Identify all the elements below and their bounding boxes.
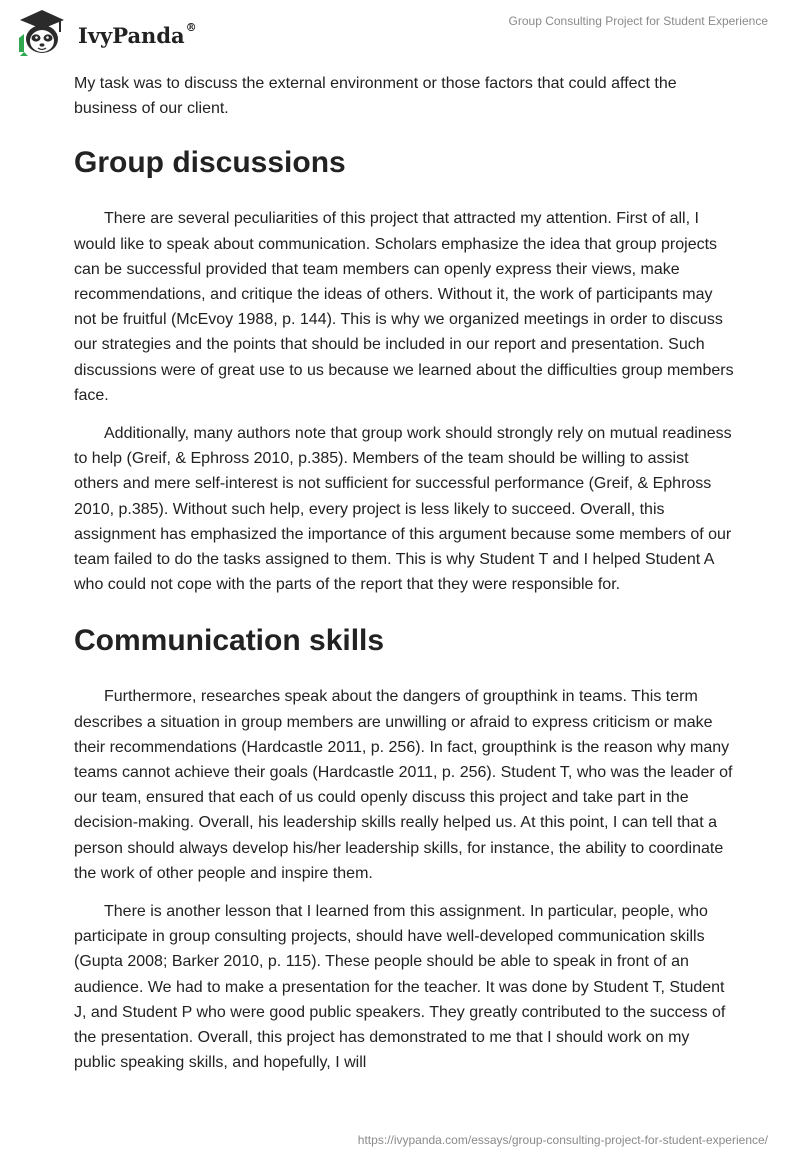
- source-url[interactable]: https://ivypanda.com/essays/group-consulting-project-for-student-experience/: [357, 1133, 768, 1147]
- paragraph: There are several peculiarities of this project that attracted my attention. First of all, I would like to speak about communication. Scholars emphasize the idea that group projects can be successful provided that team members can openly express their views, make recommendations, and critique the ideas of others. Without it, the work of participants may not be fruitful (McEvoy 1988, p. 144). This is why we organized meetings in order to discuss our strategies and the points that should be included in our report and presentation. Such discussions were of great use to us because we learned about the difficulties group members face.: [74, 210, 734, 404]
- panda-graduation-cap-icon: [16, 8, 68, 56]
- paragraph: There is another lesson that I learned from this assignment. In particular, people, who participate in group consulting projects, should have well-developed communication skills (Gupta 2008; Barker 2010, p. 115). These people should be able to speak in front of an audience. We had to make a presentation for the teacher. It was done by Student T, Student J, and Student P who were good public speakers. They greatly contributed to the success of the presentation. Overall, this project has demonstrated to me that I should work on my public speaking skills, and hopefully, I will: [74, 903, 726, 1072]
- section-heading-group-discussions: Group discussions: [74, 146, 346, 180]
- paragraph: Additionally, many authors note that group work should strongly rely on mutual readiness to help (Greif, & Ephross 2010, p.385). Members of the team should be willing to assist others and mere self-interest is not sufficient for successful performance (Greif, & Ephross 2010, p.385). Without such help, every project is less likely to succeed. Overall, this assignment has emphasized the importance of this argument because some members of our team failed to do the tasks assigned to them. This is why Student T and I helped Student A who could not cope with the parts of the report that they were responsible for.: [74, 425, 732, 594]
- page-header: [0, 0, 800, 62]
- paragraph: Furthermore, researches speak about the dangers of groupthink in teams. This term describes a situation in group members are unwilling or afraid to express criticism or make their recommendations (Hardcastle 2011, p. 256). In fact, groupthink is the reason why many teams cannot achieve their goals (Hardcastle 2011, p. 256). Student T, who was the leader of our team, ensured that each of us could openly discuss this project and take part in the decision-making. Overall, his leadership skills really helped us. At this point, I can tell that a person should always develop his/her leadership skills, for instance, the ability to coordinate the work of other people and inspire them.: [74, 688, 733, 882]
- article-body: [74, 71, 734, 1089]
- brand-name: IvyPanda®: [78, 21, 197, 48]
- intro-paragraph: My task was to discuss the external environment or those factors that could affect the business of our client.: [74, 75, 677, 118]
- document-title: Group Consulting Project for Student Experience: [508, 14, 768, 28]
- section-heading-communication-skills: Communication skills: [74, 624, 385, 658]
- registered-mark: ®: [185, 21, 197, 34]
- ivypanda-logo[interactable]: [16, 8, 216, 56]
